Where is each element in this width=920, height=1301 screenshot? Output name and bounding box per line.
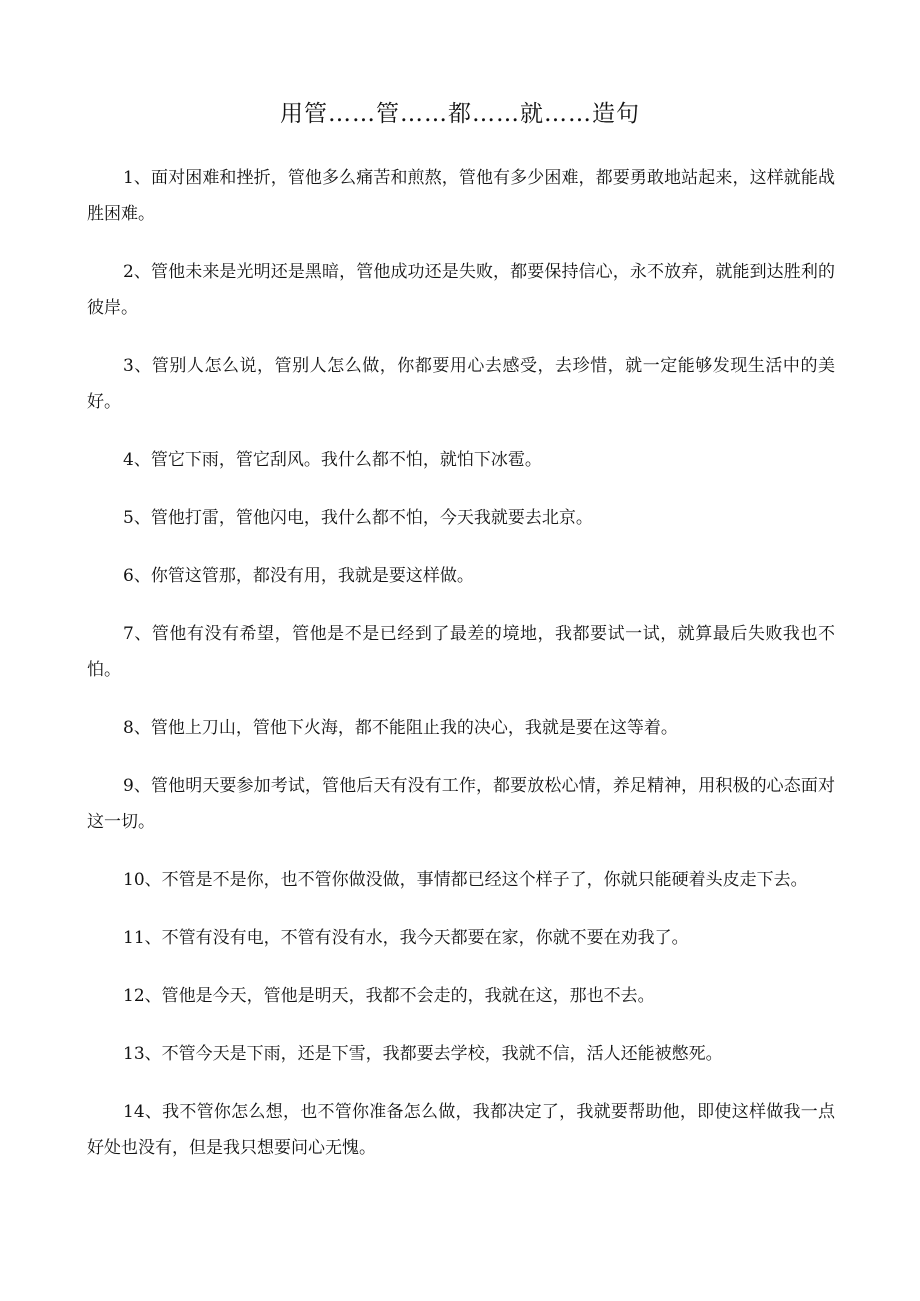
sentence-list [87, 160, 835, 1188]
sentence-item-14: 14、我不管你怎么想，也不管你准备怎么做，我都决定了，我就要帮助他，即使这样做我一点好处也没有，但是我只想要问心无愧。 [87, 1102, 835, 1158]
sentence-item-2: 2、管他未来是光明还是黑暗，管他成功还是失败，都要保持信心，永不放弃，就能到达胜利的彼岸。 [87, 262, 835, 318]
sentence-item-1: 1、面对困难和挫折，管他多么痛苦和煎熬，管他有多少困难，都要勇敢地站起来，这样就能战胜困难。 [87, 168, 835, 224]
sentence-item-12: 12、管他是今天，管他是明天，我都不会走的，我就在这，那也不去。 [123, 986, 655, 1006]
sentence-item-5: 5、管他打雷，管他闪电，我什么都不怕，今天我就要去北京。 [123, 508, 593, 528]
sentence-item-10: 10、不管是不是你，也不管你做没做，事情都已经这个样子了，你就只能硬着头皮走下去。 [123, 870, 808, 890]
sentence-item-8: 8、管他上刀山，管他下火海，都不能阻止我的决心，我就是要在这等着。 [123, 718, 678, 738]
sentence-item-9: 9、管他明天要参加考试，管他后天有没有工作，都要放松心情，养足精神，用积极的心态面对这一切。 [87, 776, 835, 832]
sentence-item-11: 11、不管有没有电，不管有没有水，我今天都要在家，你就不要在劝我了。 [123, 928, 689, 948]
page-title: 用管……管……都……就……造句 [280, 101, 640, 127]
sentence-item-3: 3、管别人怎么说，管别人怎么做，你都要用心去感受，去珍惜，就一定能够发现生活中的美好。 [87, 356, 835, 412]
sentence-item-13: 13、不管今天是下雨，还是下雪，我都要去学校，我就不信，活人还能被憋死。 [123, 1044, 723, 1064]
sentence-item-7: 7、管他有没有希望，管他是不是已经到了最差的境地，我都要试一试，就算最后失败我也不怕。 [87, 624, 835, 680]
sentence-item-4: 4、管它下雨，管它刮风。我什么都不怕，就怕下冰雹。 [123, 450, 542, 470]
sentence-item-6: 6、你管这管那，都没有用，我就是要这样做。 [123, 566, 474, 586]
